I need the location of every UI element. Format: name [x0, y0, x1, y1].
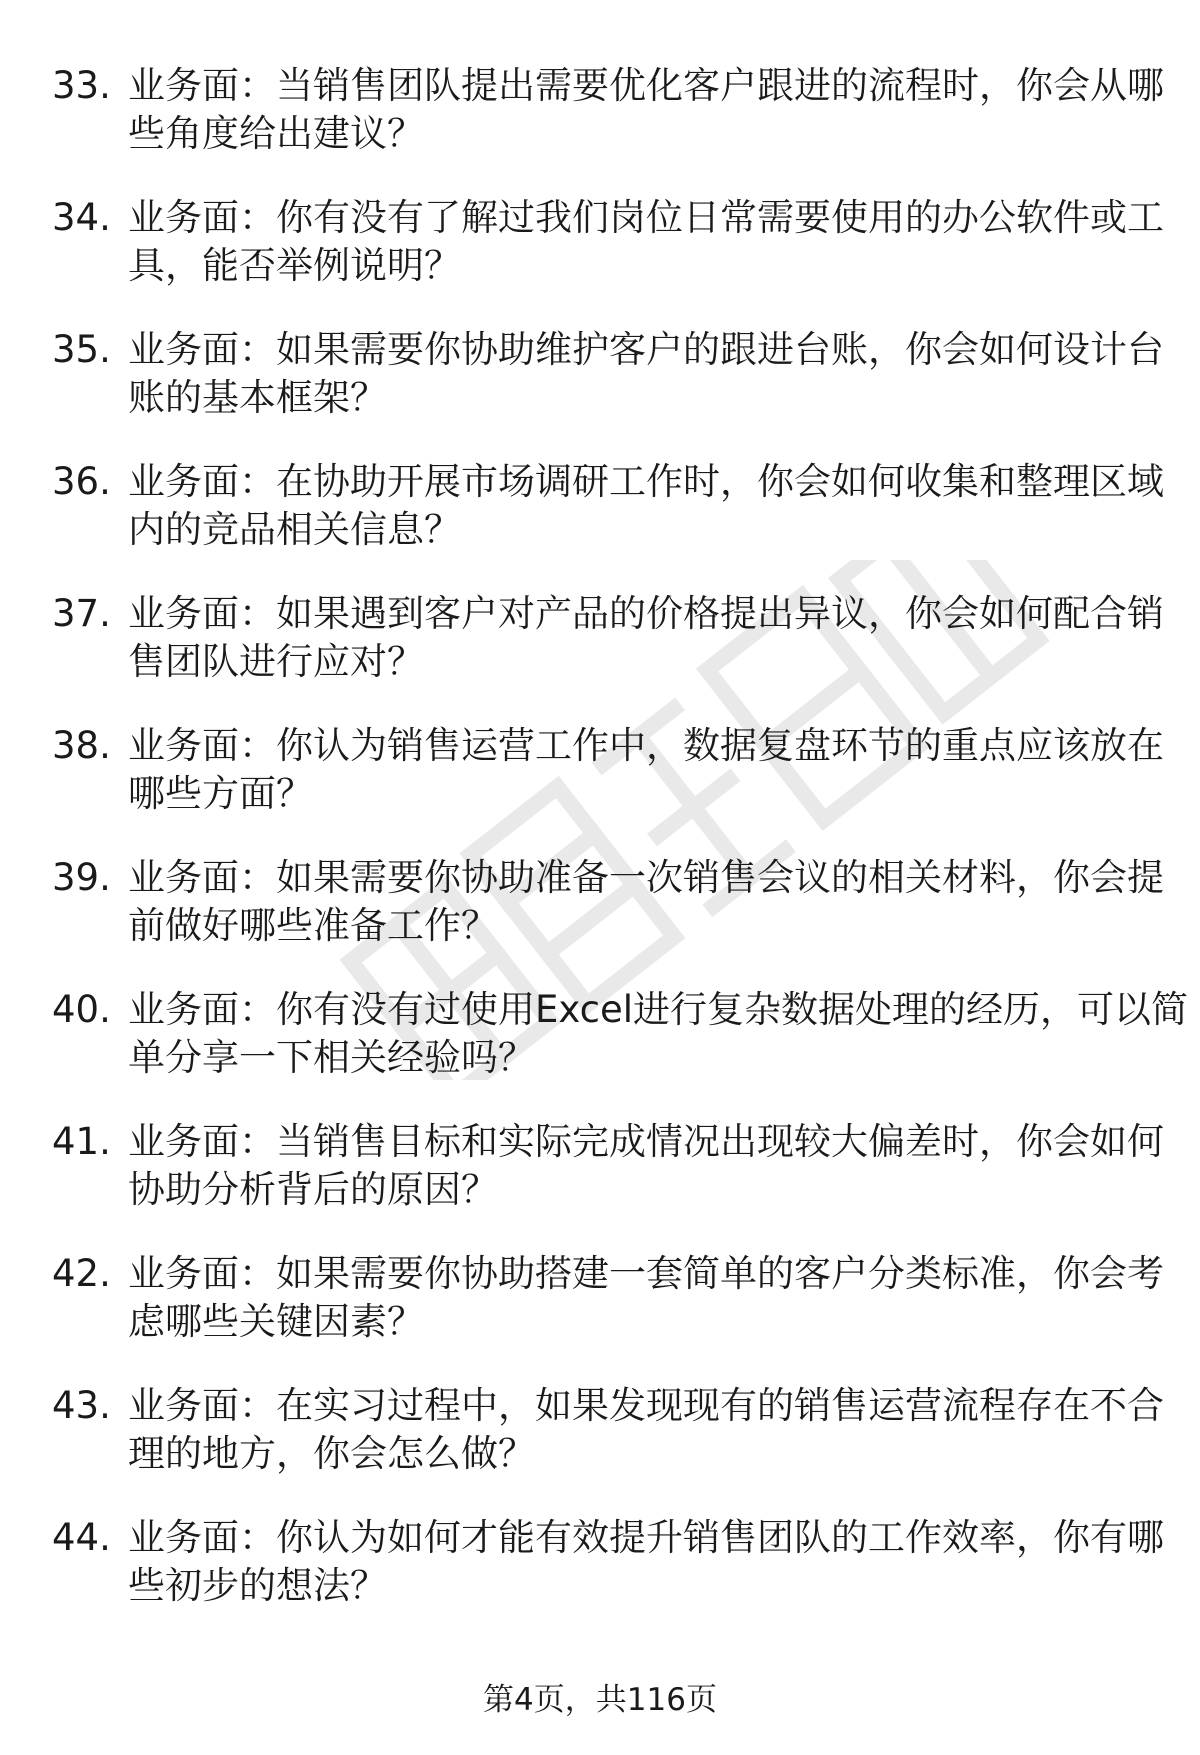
question-item	[0, 194, 1200, 326]
question-number: 33.	[52, 64, 111, 107]
question-text	[128, 722, 1164, 818]
question-text-line: 售团队进行应对？	[128, 640, 424, 683]
question-text	[128, 1514, 1164, 1610]
question-item	[0, 62, 1200, 194]
question-text-line: 哪些方面？	[128, 772, 313, 815]
question-text-line: 业务面：你认为如何才能有效提升销售团队的工作效率，你有哪	[128, 1516, 1164, 1559]
question-item	[0, 1118, 1200, 1250]
question-item	[0, 326, 1200, 458]
question-text-line: 业务面：如果需要你协助维护客户的跟进台账，你会如何设计台	[128, 328, 1164, 371]
question-item	[0, 458, 1200, 590]
question-item	[0, 1250, 1200, 1382]
question-number: 37.	[52, 592, 111, 635]
question-text-line: 业务面：你有没有了解过我们岗位日常需要使用的办公软件或工	[128, 196, 1164, 239]
question-text-line: 前做好哪些准备工作？	[128, 904, 498, 947]
question-text-line: 业务面：如果需要你协助搭建一套简单的客户分类标准，你会考	[128, 1252, 1164, 1295]
question-text-line: 业务面：在实习过程中，如果发现现有的销售运营流程存在不合	[128, 1384, 1164, 1427]
question-number: 43.	[52, 1384, 111, 1427]
question-text-line: 业务面：当销售团队提出需要优化客户跟进的流程时，你会从哪	[128, 64, 1164, 107]
question-number: 35.	[52, 328, 111, 371]
question-text-line: 虑哪些关键因素？	[128, 1300, 424, 1343]
question-text	[128, 62, 1164, 158]
question-text-line: 账的基本框架？	[128, 376, 387, 419]
question-number: 38.	[52, 724, 111, 767]
question-number: 40.	[52, 988, 111, 1031]
question-text-line: 业务面：如果需要你协助准备一次销售会议的相关材料，你会提	[128, 856, 1164, 899]
question-number: 39.	[52, 856, 111, 899]
question-item	[0, 1514, 1200, 1646]
question-text	[128, 854, 1164, 950]
question-text	[128, 194, 1164, 290]
question-text-line: 些初步的想法？	[128, 1564, 387, 1607]
question-text-line: 业务面：如果遇到客户对产品的价格提出异议，你会如何配合销	[128, 592, 1164, 635]
question-text-line: 具，能否举例说明？	[128, 244, 461, 287]
question-number: 44.	[52, 1516, 111, 1559]
question-number: 42.	[52, 1252, 111, 1295]
question-number: 36.	[52, 460, 111, 503]
question-item	[0, 854, 1200, 986]
question-item	[0, 1382, 1200, 1514]
question-text-line: 业务面：你认为销售运营工作中，数据复盘环节的重点应该放在	[128, 724, 1164, 767]
question-number: 34.	[52, 196, 111, 239]
question-text	[128, 458, 1164, 554]
question-list	[0, 62, 1200, 1646]
question-text	[128, 590, 1164, 686]
question-text	[128, 986, 1189, 1082]
question-text	[128, 326, 1164, 422]
question-item	[0, 590, 1200, 722]
question-text-line: 内的竞品相关信息？	[128, 508, 461, 551]
question-item	[0, 722, 1200, 854]
question-text-line: 理的地方，你会怎么做？	[128, 1432, 535, 1475]
question-text-line: 单分享一下相关经验吗？	[128, 1036, 535, 1079]
question-text	[128, 1118, 1164, 1214]
question-text-line: 业务面：在协助开展市场调研工作时，你会如何收集和整理区域	[128, 460, 1164, 503]
question-text-line: 些角度给出建议？	[128, 112, 424, 155]
question-number: 41.	[52, 1120, 111, 1163]
page-footer: 第4页，共116页	[483, 1682, 717, 1718]
question-text	[128, 1382, 1164, 1478]
question-text-line: 业务面：当销售目标和实际完成情况出现较大偏差时，你会如何	[128, 1120, 1164, 1163]
question-text-line: 协助分析背后的原因？	[128, 1168, 498, 1211]
question-text-line: 业务面：你有没有过使用Excel进行复杂数据处理的经历，可以简	[128, 988, 1189, 1031]
question-item	[0, 986, 1200, 1118]
question-text	[128, 1250, 1164, 1346]
